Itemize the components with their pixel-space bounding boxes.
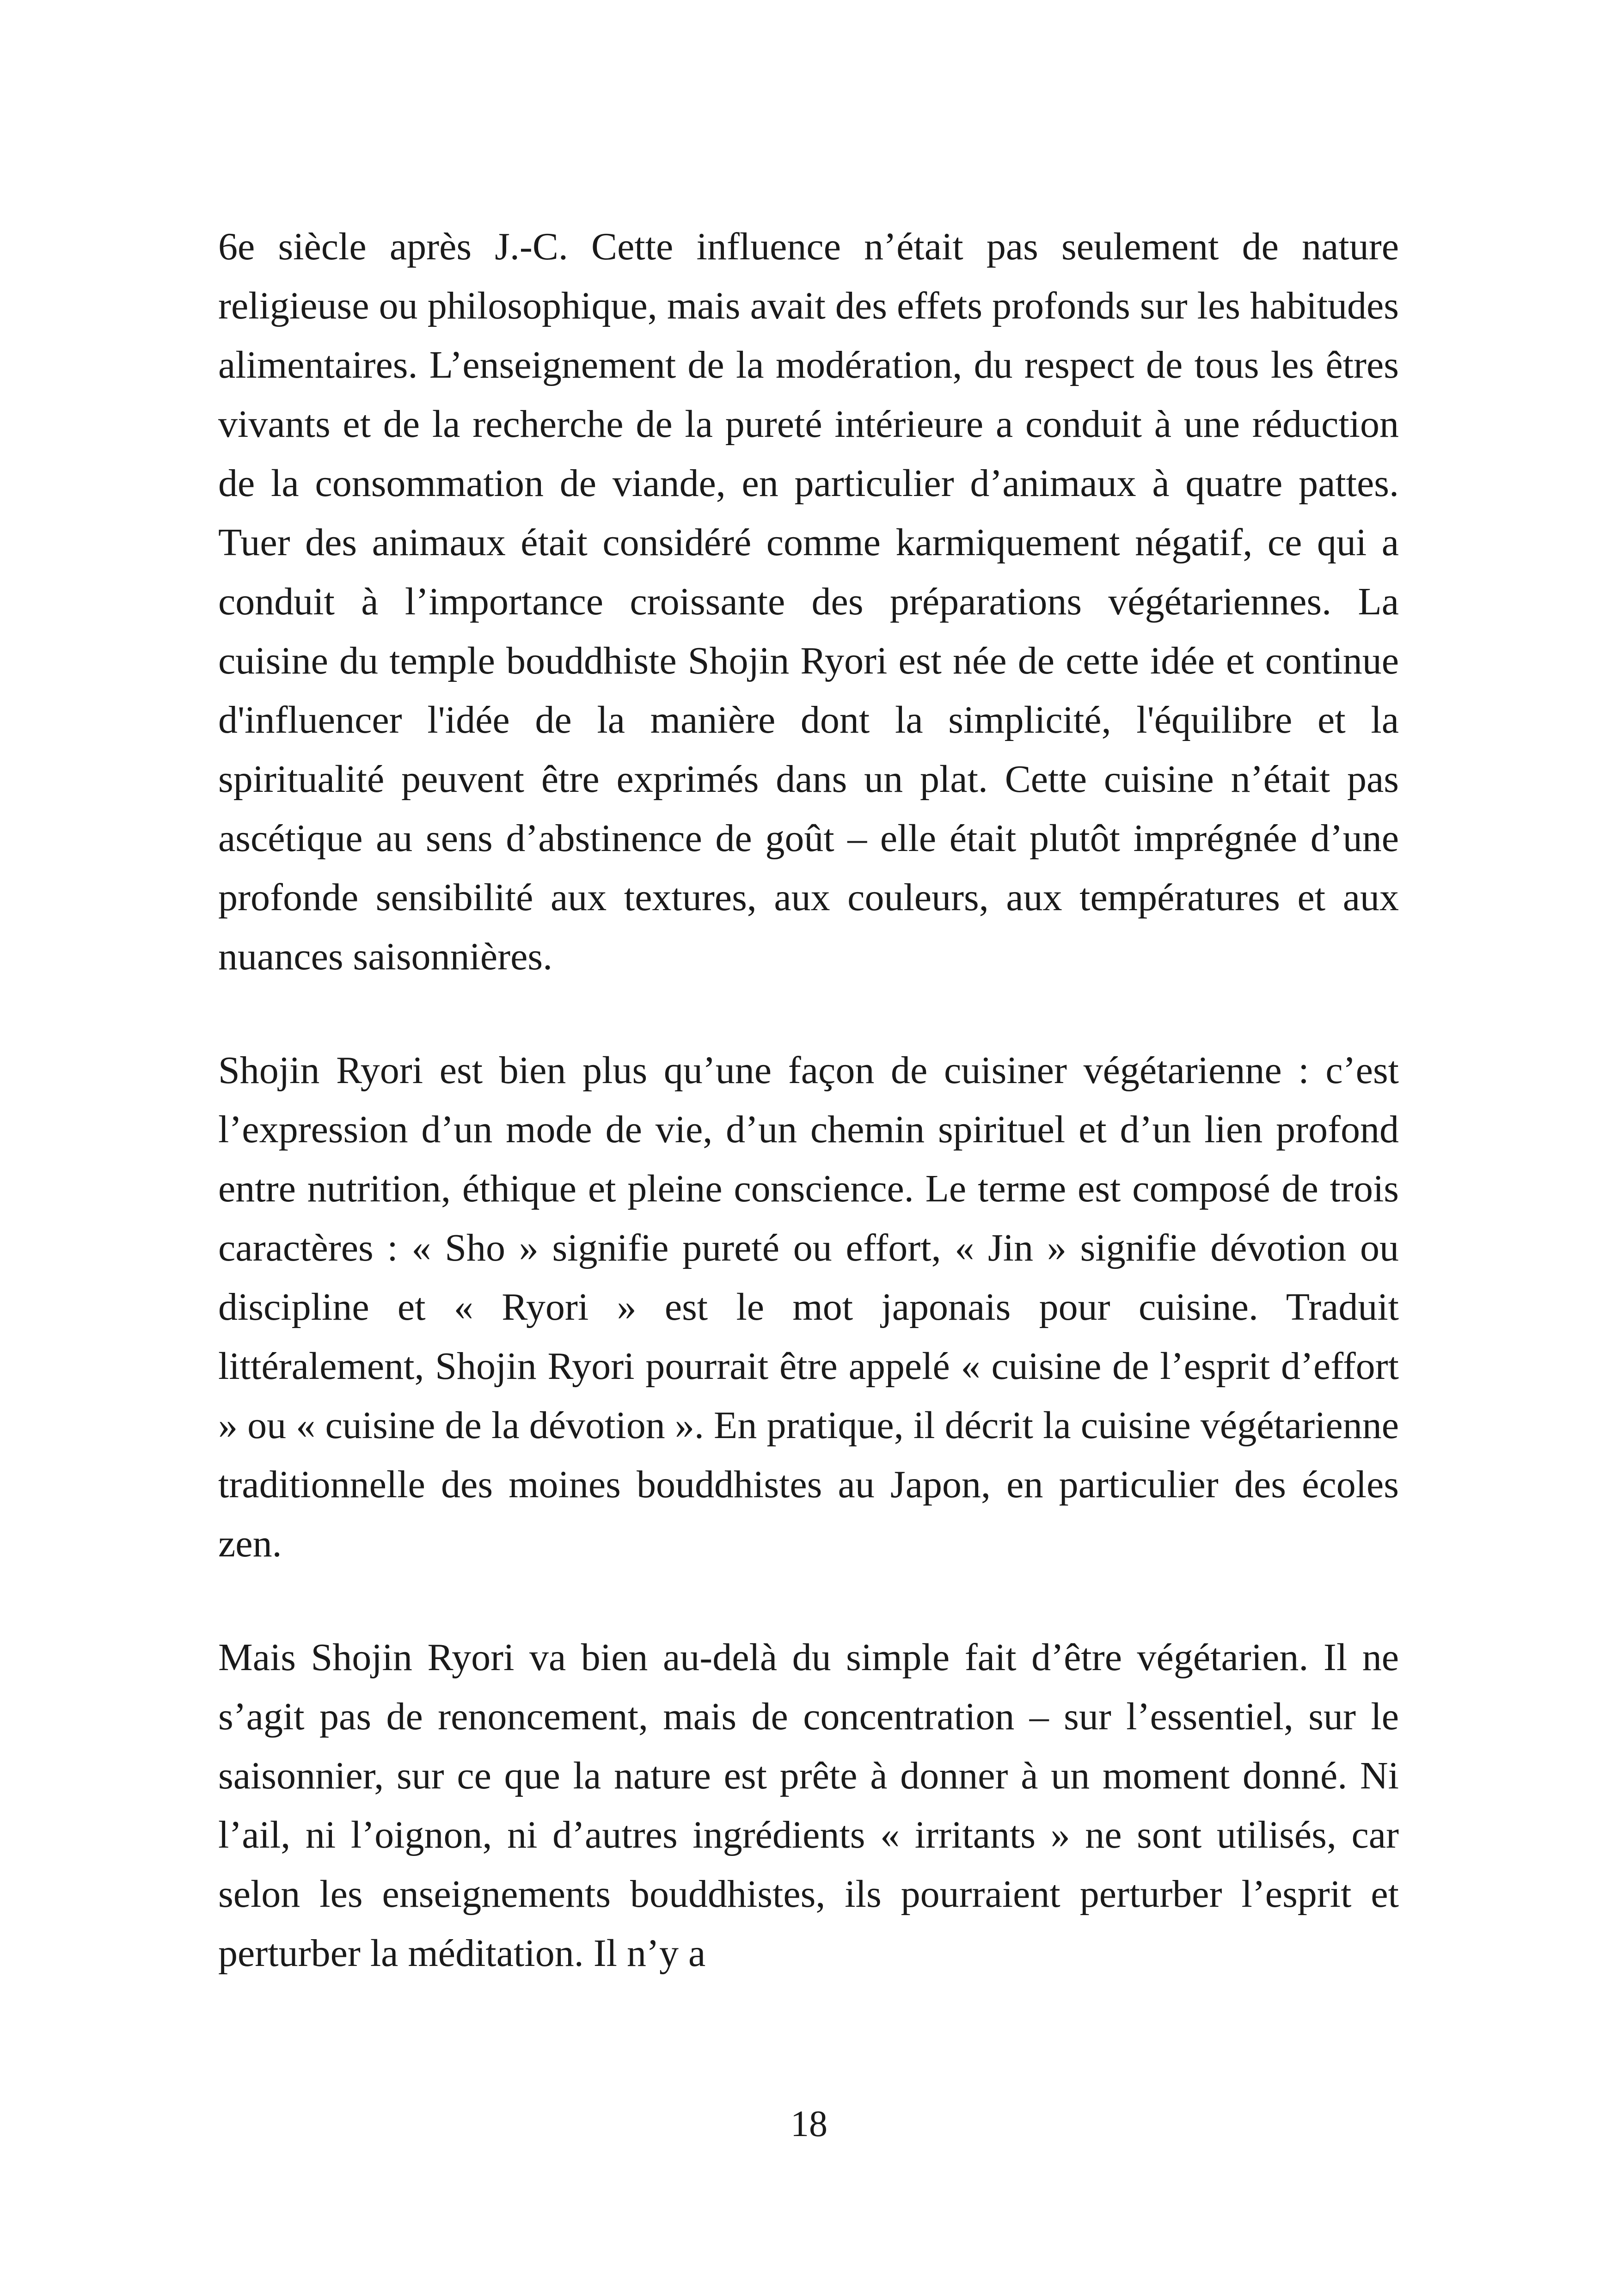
paragraph-3: Mais Shojin Ryori va bien au-delà du simple fait d’être végétarien. Il ne s’agit pas de renoncement, mais de concentration – sur l’essentiel, sur le saisonnier, sur ce que la nature est prête à donner à un moment donné. Ni l’ail, ni l’oignon, ni d’autres ingrédients « irritants » ne sont utilisés, car selon les enseignements bouddhistes, ils pourraient perturber l’esprit et perturber la méditation. Il n’y a [218,1636,1399,1975]
paragraph-2: Shojin Ryori est bien plus qu’une façon de cuisiner végétarienne : c’est l’expression d’un mode de vie, d’un chemin spirituel et d’un lien profond entre nutrition, éthique et pleine conscience. Le terme est composé de trois caractères : « Sho » signifie pureté ou effort, « Jin » signifie dévotion ou discipline et « Ryori » est le mot japonais pour cuisine. Traduit littéralement, Shojin Ryori pourrait être appelé « cuisine de l’esprit d’effort » ou « cuisine de la dévotion ». En pratique, il décrit la cuisine végétarienne traditionnelle des moines bouddhistes au Japon, en particulier des écoles zen. [218,1049,1399,1565]
paragraph-1: 6e siècle après J.-C. Cette influence n’était pas seulement de nature religieuse ou philosophique, mais avait des effets profonds sur les habitudes alimentaires. L’enseignement de la modération, du respect de tous les êtres vivants et de la recherche de la pureté intérieure a conduit à une réduction de la consommation de viande, en particulier d’animaux à quatre pattes. Tuer des animaux était considéré comme karmiquement négatif, ce qui a conduit à l’importance croissante des préparations végétariennes. La cuisine du temple bouddhiste Shojin Ryori est née de cette idée et continue d'influencer l'idée de la manière dont la simplicité, l'équilibre et la spiritualité peuvent être exprimés dans un plat. Cette cuisine n’était pas ascétique au sens d’abstinence de goût – elle était plutôt imprégnée d’une profonde sensibilité aux textures, aux couleurs, aux températures et aux nuances saisonnières. [218,225,1399,978]
body-text [218,217,1399,2038]
page-number: 18 [791,2104,827,2144]
